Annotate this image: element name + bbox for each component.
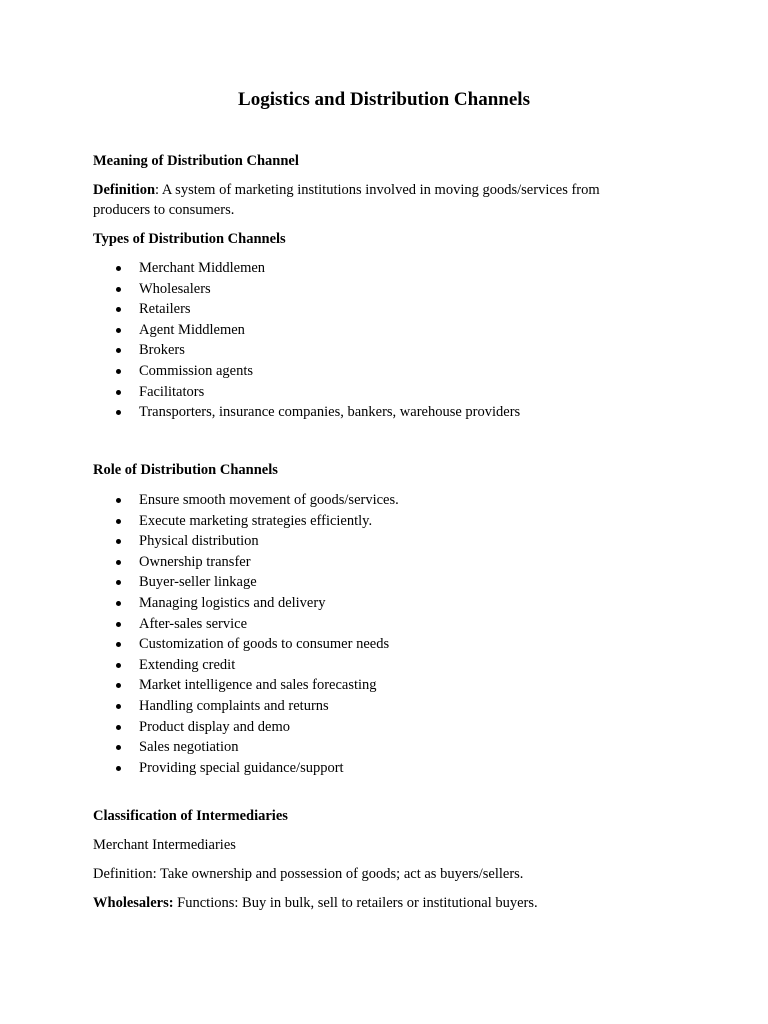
list-item <box>93 614 653 635</box>
bullet-icon <box>116 390 121 395</box>
list-item-text: Agent Middlemen <box>139 321 245 338</box>
list-item-text: Extending credit <box>139 656 236 673</box>
list-item <box>93 299 653 320</box>
bullet-icon <box>116 642 121 647</box>
section-heading-types: Types of Distribution Channels <box>93 231 286 247</box>
bullet-icon <box>116 725 121 730</box>
list-item-text: Physical distribution <box>139 533 259 550</box>
list-item-text: Sales negotiation <box>139 739 239 756</box>
bullet-icon <box>116 560 121 565</box>
list-item-text: Buyer-seller linkage <box>139 574 257 591</box>
bullet-icon <box>116 328 121 333</box>
list-item-text: Commission agents <box>139 362 253 379</box>
subheading-merchant-intermediaries: Merchant Intermediaries <box>93 837 236 853</box>
list-item-text: Market intelligence and sales forecasting <box>139 677 377 694</box>
definition-text: : A system of marketing institutions involved in moving goods/services from producers to consumers. <box>93 182 600 218</box>
list-item-text: Brokers <box>139 342 185 359</box>
list-item <box>93 279 653 300</box>
bullet-icon <box>116 519 121 524</box>
bullet-icon <box>116 663 121 668</box>
bullet-icon <box>116 601 121 606</box>
bullet-icon <box>116 410 121 415</box>
types-list <box>93 258 653 423</box>
section-heading-classification: Classification of Intermediaries <box>93 808 288 824</box>
bullet-icon <box>116 348 121 353</box>
list-item <box>93 758 653 779</box>
section-heading-meaning: Meaning of Distribution Channel <box>93 153 299 169</box>
list-item-text: Execute marketing strategies efficiently. <box>139 512 373 529</box>
bullet-icon <box>116 683 121 688</box>
list-item <box>93 634 653 655</box>
list-item-text: Transporters, insurance companies, bankers, warehouse providers <box>139 404 521 421</box>
bullet-icon <box>116 766 121 771</box>
bullet-icon <box>116 745 121 750</box>
bullet-icon <box>116 498 121 503</box>
list-item-text: Retailers <box>139 301 191 318</box>
bullet-icon <box>116 287 121 292</box>
list-item <box>93 717 653 738</box>
section-heading-role: Role of Distribution Channels <box>93 462 278 478</box>
list-item <box>93 593 653 614</box>
wholesalers-text: Functions: Buy in bulk, sell to retailers or institutional buyers. <box>173 895 538 911</box>
list-item-text: Customization of goods to consumer needs <box>139 636 390 653</box>
bullet-icon <box>116 704 121 709</box>
role-list <box>93 490 653 778</box>
definition-paragraph <box>93 180 653 220</box>
list-item <box>93 382 653 403</box>
list-item <box>93 320 653 341</box>
list-item <box>93 258 653 279</box>
list-item <box>93 402 653 423</box>
list-item-text: Merchant Middlemen <box>139 260 266 276</box>
list-item <box>93 572 653 593</box>
bullet-icon <box>116 580 121 585</box>
list-item <box>93 490 653 511</box>
list-item <box>93 737 653 758</box>
list-item-text: Product display and demo <box>139 718 291 735</box>
bullet-icon <box>116 539 121 544</box>
list-item <box>93 675 653 696</box>
list-item <box>93 511 653 532</box>
list-item-text: Ownership transfer <box>139 553 251 570</box>
list-item-text: Wholesalers <box>139 280 211 297</box>
list-item <box>93 361 653 382</box>
bullet-icon <box>116 622 121 627</box>
list-item-text: After-sales service <box>139 615 247 632</box>
list-item <box>93 340 653 361</box>
list-item <box>93 696 653 717</box>
merchant-definition: Definition: Take ownership and possession of goods; act as buyers/sellers. <box>93 866 524 882</box>
wholesalers-label: Wholesalers: <box>93 895 174 911</box>
list-item-text: Handling complaints and returns <box>139 697 329 714</box>
list-item-text: Facilitators <box>139 383 205 400</box>
document-title: Logistics and Distribution Channels <box>238 89 530 110</box>
wholesalers-paragraph <box>93 893 653 913</box>
list-item <box>93 531 653 552</box>
list-item-text: Managing logistics and delivery <box>139 594 326 611</box>
list-item <box>93 552 653 573</box>
bullet-icon <box>116 369 121 374</box>
definition-label: Definition <box>93 182 156 198</box>
list-item-text: Ensure smooth movement of goods/services. <box>139 492 399 508</box>
bullet-icon <box>116 307 121 312</box>
bullet-icon <box>116 266 121 271</box>
list-item-text: Providing special guidance/support <box>139 759 344 776</box>
list-item <box>93 655 653 676</box>
